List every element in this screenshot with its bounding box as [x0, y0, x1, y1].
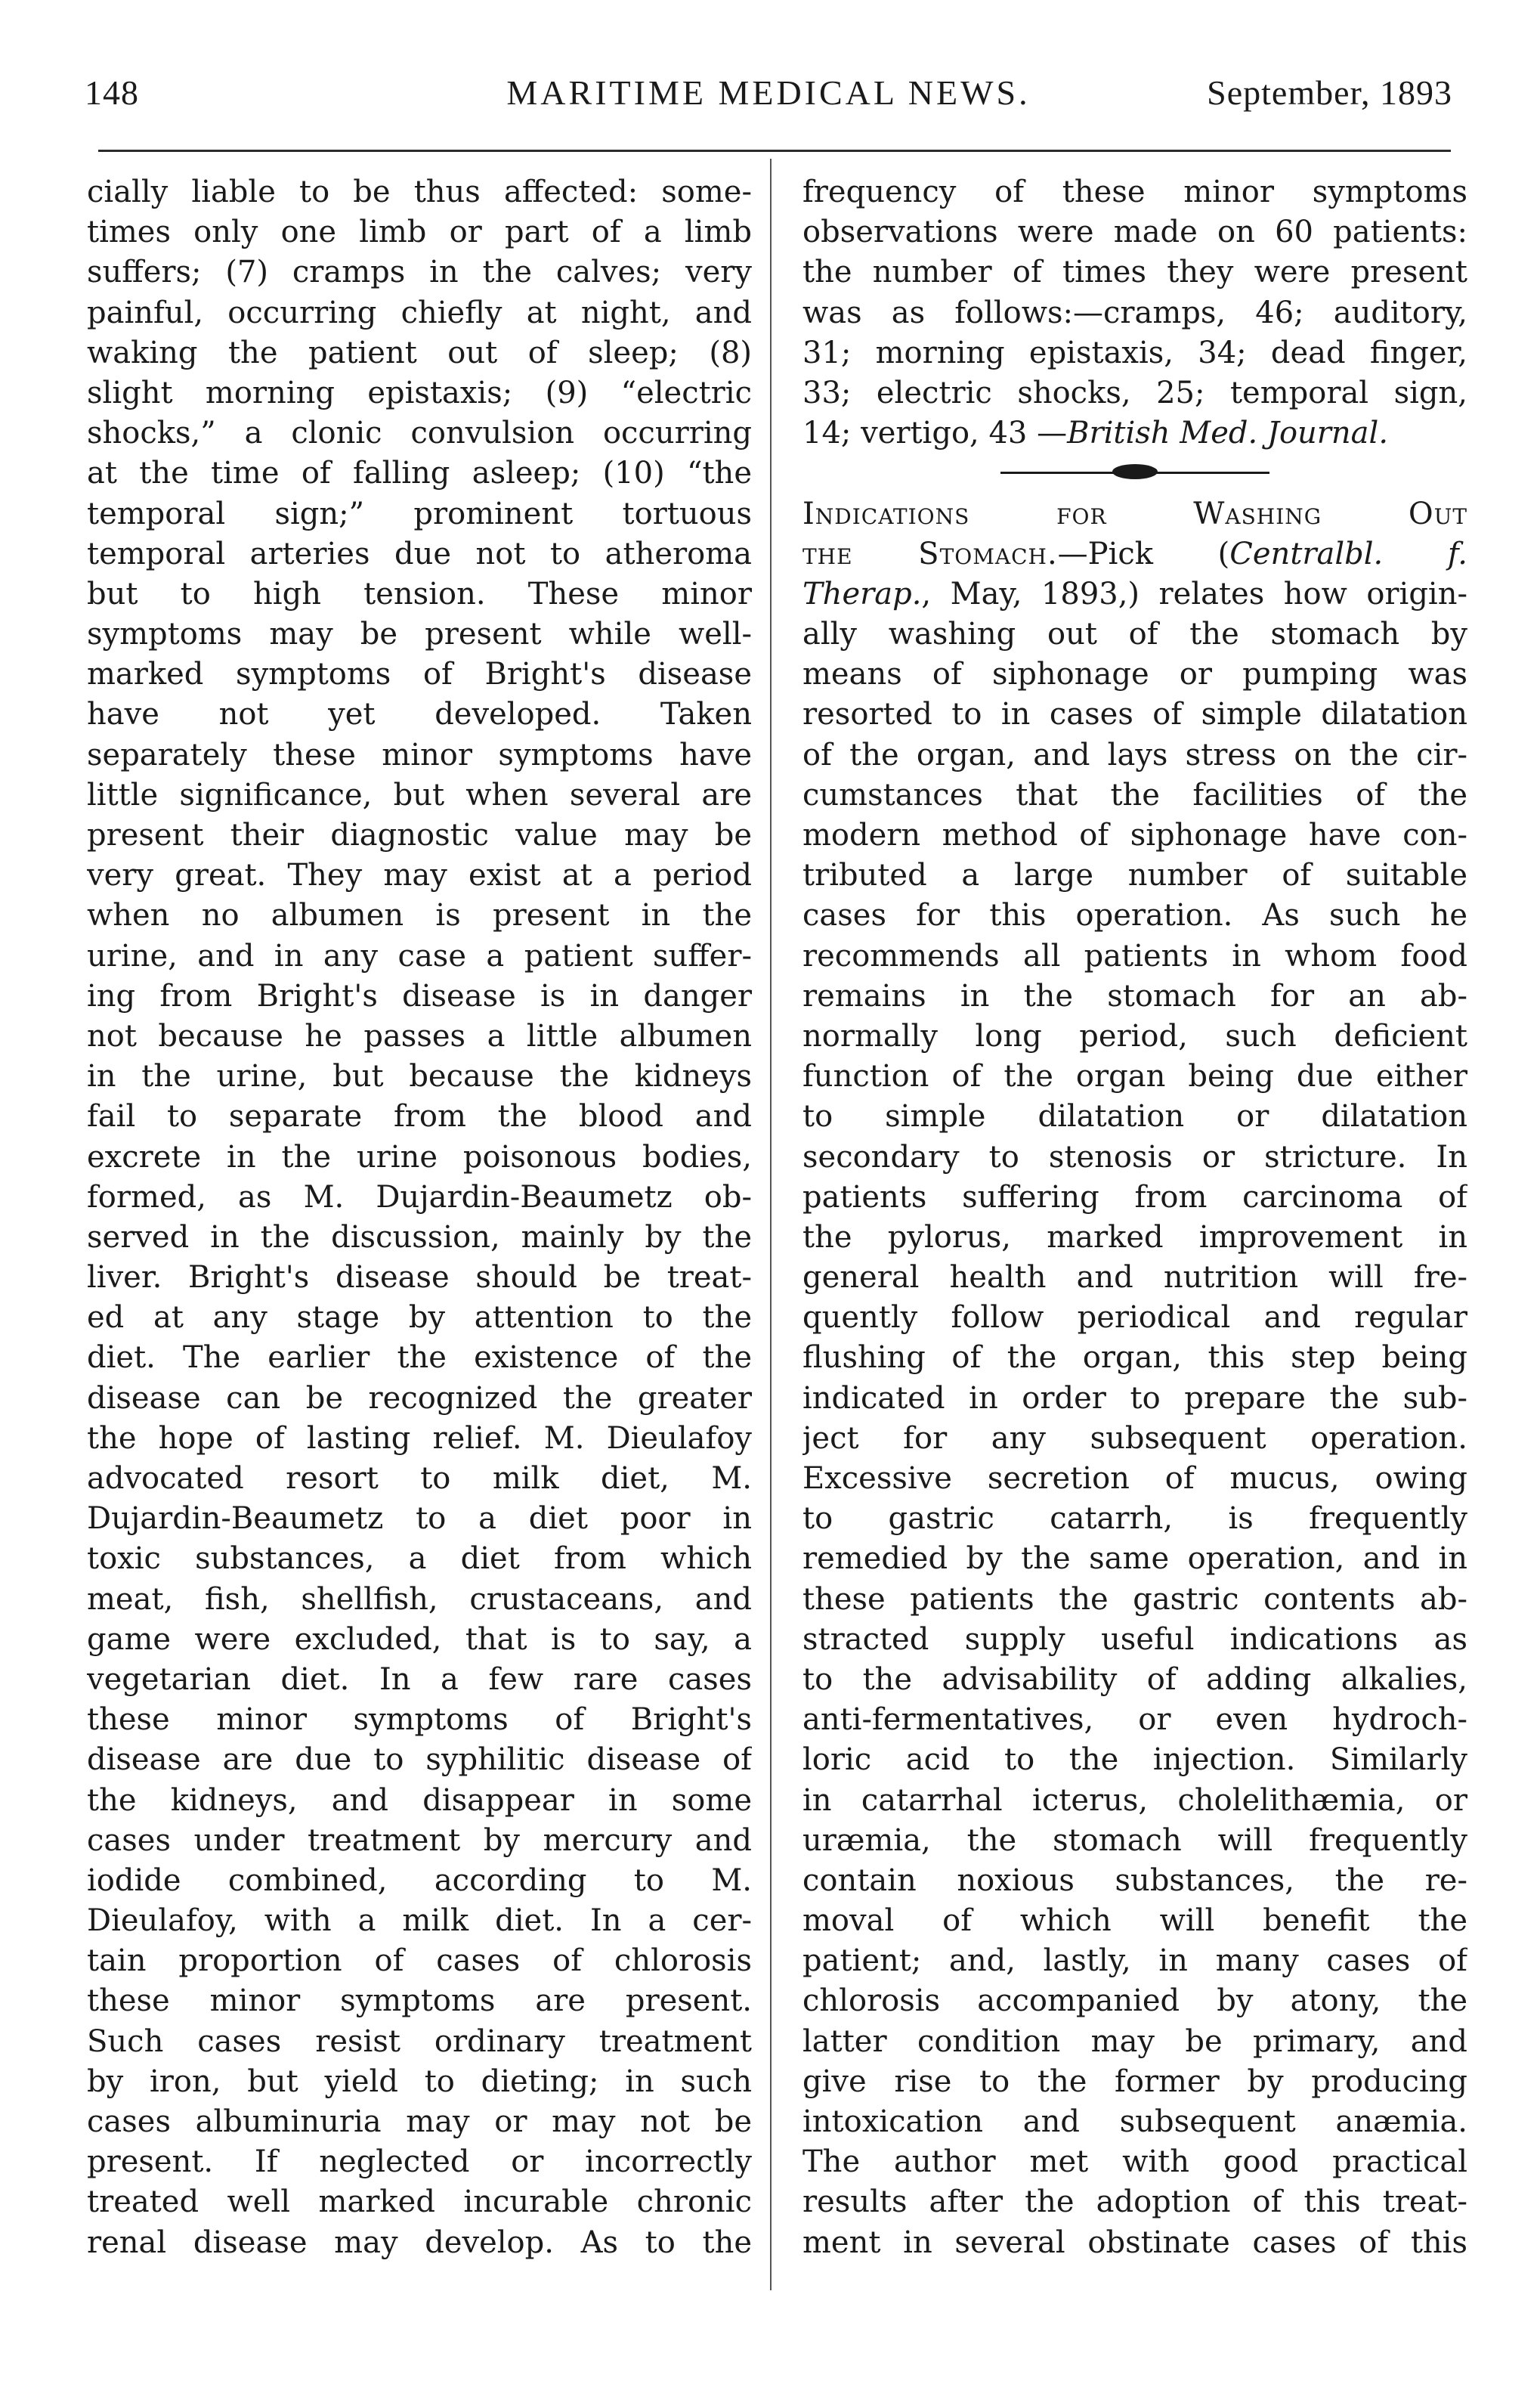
citation-text: 14; vertigo, 43 —: [802, 416, 1068, 451]
text-line: have not yet developed. Taken: [87, 697, 752, 732]
article-line-3: [802, 574, 1467, 615]
text-line: function of the organ being due either: [802, 1059, 1467, 1095]
text-line: tain proportion of cases of chlorosis: [87, 1943, 752, 1979]
text-line: toxic substances, a diet from which: [87, 1541, 752, 1577]
text-line: disease are due to syphilitic disease of: [87, 1742, 752, 1778]
text-line: these minor symptoms are present.: [87, 1983, 752, 2019]
text-line: marked symptoms of Bright's disease: [87, 657, 752, 692]
text-line: frequency of these minor symptoms: [802, 175, 1467, 209]
text-line: ing from Bright's disease is in danger: [87, 978, 752, 1014]
text-line: moval of which will benefit the: [802, 1903, 1467, 1939]
text-line: very great. They may exist at a period: [87, 858, 752, 893]
text-line: normally long period, such deficient: [802, 1018, 1467, 1054]
citation-source: British Med. Journal.: [1067, 416, 1389, 451]
text-line: these minor symptoms of Bright's: [87, 1702, 752, 1738]
text-line: in the urine, but because the kidneys: [87, 1059, 752, 1095]
text-line: waking the patient out of sleep; (8): [87, 335, 752, 370]
text-line: remains in the stomach for an ab-: [802, 978, 1467, 1014]
text-line: modern method of siphonage have con-: [802, 818, 1467, 853]
text-line: flushing of the organ, this step being: [802, 1340, 1467, 1376]
journal-title: MARITIME MEDICAL NEWS.: [506, 73, 1031, 112]
text-line: served in the discussion, mainly by the: [87, 1219, 752, 1255]
article-author: —Pick (: [1057, 536, 1230, 571]
text-line: latter condition may be primary, and: [802, 2023, 1467, 2059]
article-heading-line-2: [802, 534, 1467, 574]
text-line: patient; and, lastly, in many cases of: [802, 1943, 1467, 1979]
citation-line: [802, 413, 1467, 454]
ornament-icon: [1112, 464, 1158, 479]
text-line: give rise to the former by producing: [802, 2064, 1467, 2099]
text-line: present. If neglected or incorrectly: [87, 2144, 752, 2180]
text-line: little significance, but when several are: [87, 777, 752, 813]
text-line: indicated in order to prepare the sub-: [802, 1380, 1467, 1416]
text-line: temporal sign;” prominent tortuous: [87, 496, 752, 531]
text-line: treated well marked incurable chronic: [87, 2184, 752, 2220]
text-line: intoxication and subsequent anæmia.: [802, 2104, 1467, 2139]
page-number: 148: [85, 73, 139, 112]
text-line: the number of times they were present: [802, 255, 1467, 290]
text-line: ject for any subsequent operation.: [802, 1420, 1467, 1456]
text-line: ally washing out of the stomach by: [802, 617, 1467, 652]
text-line: anti-fermentatives, or even hydroch-: [802, 1702, 1467, 1738]
text-line: painful, occurring chiefly at night, and: [87, 295, 752, 330]
text-line: symptoms may be present while well-: [87, 617, 752, 652]
text-line: loric acid to the injection. Similarly: [802, 1742, 1467, 1778]
text-line: ment in several obstinate cases of this: [802, 2225, 1467, 2260]
text-line: separately these minor symptoms have: [87, 737, 752, 773]
text-line: of the organ, and lays stress on the cir-: [802, 737, 1467, 773]
text-line: formed, as M. Dujardin-Beaumetz ob-: [87, 1179, 752, 1215]
text-line: The author met with good practical: [802, 2144, 1467, 2180]
text-line: tributed a large number of suitable: [802, 858, 1467, 893]
text-line: cases for this operation. As such he: [802, 898, 1467, 934]
text-line: by iron, but yield to dieting; in such: [87, 2064, 752, 2099]
text-line: resorted to in cases of simple dilatation: [802, 697, 1467, 732]
text-line: diet. The earlier the existence of the: [87, 1340, 752, 1376]
text-line: disease can be recognized the greater: [87, 1380, 752, 1416]
text-line: remedied by the same operation, and in: [802, 1541, 1467, 1577]
text-line: Excessive secretion of mucus, owing: [802, 1461, 1467, 1496]
issue-date: September, 1893: [1207, 73, 1452, 112]
text-line: but to high tension. These minor: [87, 576, 752, 612]
header-rule: [98, 150, 1451, 152]
text-line: iodide combined, according to M.: [87, 1862, 752, 1898]
text-line: 31; morning epistaxis, 34; dead finger,: [802, 335, 1467, 370]
text-line: excrete in the urine poisonous bodies,: [87, 1139, 752, 1175]
text-line: chlorosis accompanied by atony, the: [802, 1983, 1467, 2019]
text-line: secondary to stenosis or stricture. In: [802, 1139, 1467, 1175]
section-separator: [802, 454, 1467, 494]
text-line: cases albuminuria may or may not be: [87, 2104, 752, 2139]
article-heading-cont: the Stomach.: [802, 536, 1058, 571]
text-line: when no albumen is present in the: [87, 898, 752, 934]
text-line: 33; electric shocks, 25; temporal sign,: [802, 375, 1467, 410]
text-line: in catarrhal icterus, cholelithæmia, or: [802, 1782, 1467, 1818]
text-line: was as follows:—cramps, 46; auditory,: [802, 295, 1467, 330]
text-line: to gastric catarrh, is frequently: [802, 1501, 1467, 1537]
text-line: these patients the gastric contents ab-: [802, 1581, 1467, 1617]
text-line: suffers; (7) cramps in the calves; very: [87, 255, 752, 290]
text-line: fail to separate from the blood and: [87, 1099, 752, 1135]
text-line: cumstances that the facilities of the: [802, 777, 1467, 813]
text-line: advocated resort to milk diet, M.: [87, 1461, 752, 1496]
text-line: Dujardin-Beaumetz to a diet poor in: [87, 1501, 752, 1537]
text-line: game were excluded, that is to say, a: [87, 1621, 752, 1657]
text-line: vegetarian diet. In a few rare cases: [87, 1661, 752, 1697]
text-line: results after the adoption of this treat-: [802, 2184, 1467, 2220]
text-line: observations were made on 60 patients:: [802, 215, 1467, 250]
article-source: Centralbl. f.: [1229, 536, 1467, 571]
text-line: uræmia, the stomach will frequently: [802, 1822, 1467, 1858]
text-line: present their diagnostic value may be: [87, 818, 752, 853]
text-line: shocks,” a clonic convulsion occurring: [87, 416, 752, 451]
text-line: ed at any stage by attention to the: [87, 1300, 752, 1336]
text-line: general health and nutrition will fre-: [802, 1260, 1467, 1296]
text-line: renal disease may develop. As to the: [87, 2225, 752, 2260]
text-line: cases under treatment by mercury and: [87, 1822, 752, 1858]
text-line: means of siphonage or pumping was: [802, 657, 1467, 692]
right-column-continuation: [802, 172, 1467, 413]
text-line: liver. Bright's disease should be treat-: [87, 1260, 752, 1296]
text-line: quently follow periodical and regular: [802, 1300, 1467, 1336]
text-line: urine, and in any case a patient suffer-: [87, 938, 752, 974]
text-line: slight morning epistaxis; (9) “electric: [87, 375, 752, 410]
column-divider: [770, 159, 772, 2290]
text-line: to the advisability of adding alkalies,: [802, 1661, 1467, 1697]
left-column: [87, 172, 752, 2263]
text-line: at the time of falling asleep; (10) “the: [87, 456, 752, 491]
text-line: times only one limb or part of a limb: [87, 215, 752, 250]
text-line: the pylorus, marked improvement in: [802, 1219, 1467, 1255]
text-line: contain noxious substances, the re-: [802, 1862, 1467, 1898]
text-line: cially liable to be thus affected: some-: [87, 175, 752, 209]
text-line: stracted supply useful indications as: [802, 1621, 1467, 1657]
text-line: the kidneys, and disappear in some: [87, 1782, 752, 1818]
article-heading: Indications for Washing Out: [802, 496, 1467, 531]
text-line: not because he passes a little albumen: [87, 1018, 752, 1054]
right-column: [802, 172, 1467, 2263]
text-line: Dieulafoy, with a milk diet. In a cer-: [87, 1903, 752, 1939]
text-line: temporal arteries due not to atheroma: [87, 536, 752, 571]
text-line: meat, fish, shellfish, crustaceans, and: [87, 1581, 752, 1617]
text-line: to simple dilatation or dilatation: [802, 1099, 1467, 1135]
article-source-rest: , May, 1893,) relates how origin-: [921, 576, 1467, 612]
running-header: [85, 73, 1452, 125]
article-source-cont: Therap.: [802, 576, 922, 612]
text-line: recommends all patients in whom food: [802, 938, 1467, 974]
text-line: patients suffering from carcinoma of: [802, 1179, 1467, 1215]
article-heading-line-1: [802, 494, 1467, 534]
article-body: [802, 615, 1467, 2263]
text-line: Such cases resist ordinary treatment: [87, 2023, 752, 2059]
text-line: the hope of lasting relief. M. Dieulafoy: [87, 1420, 752, 1456]
